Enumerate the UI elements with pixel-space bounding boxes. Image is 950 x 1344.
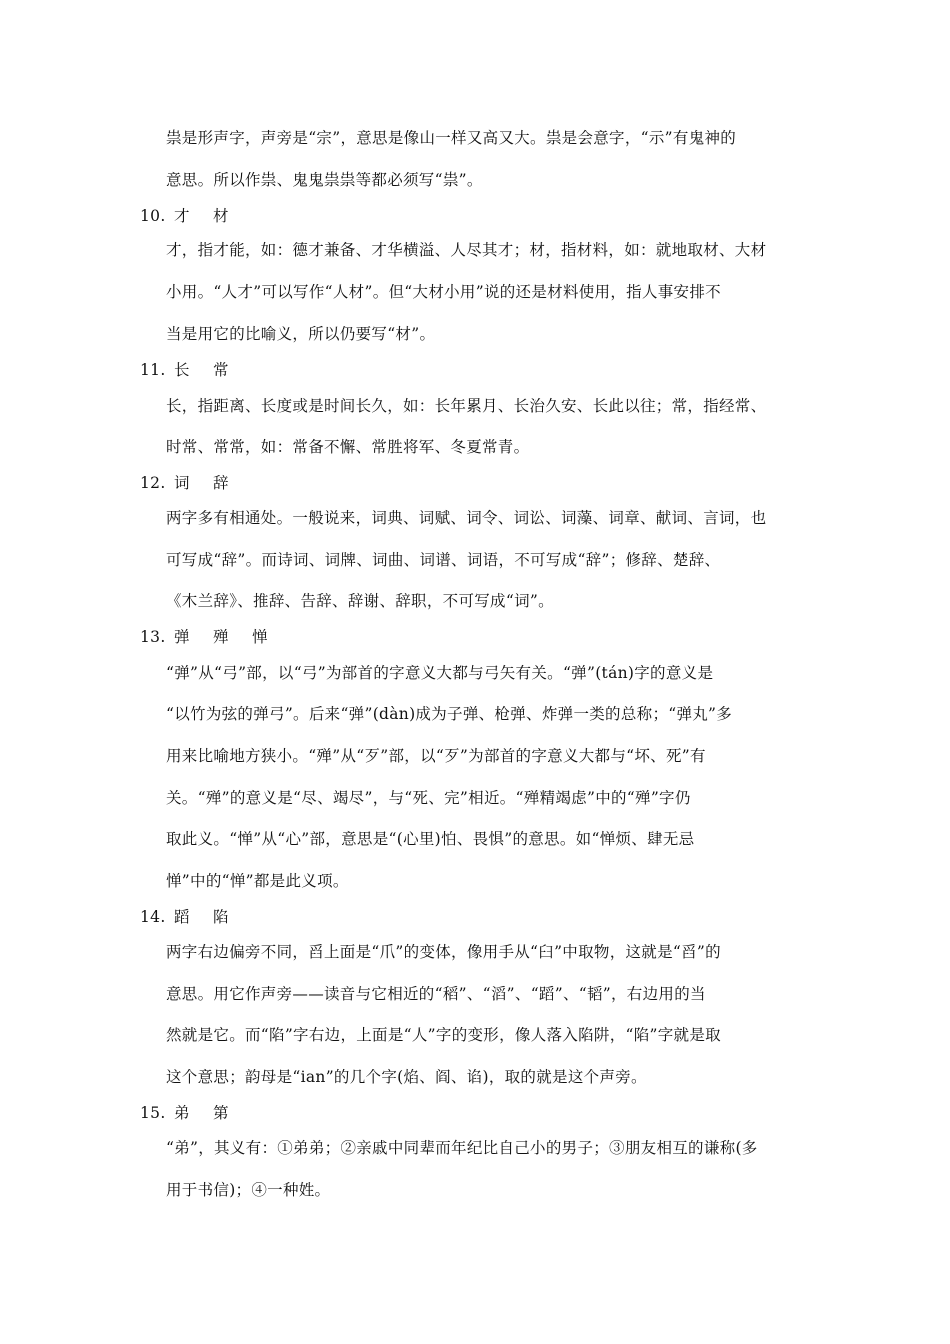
entry-title: 词 辞 <box>174 474 233 492</box>
entry-line: 长，指距离、长度或是时间长久，如：长年累月、长治久安、长此以往；常，指经常、 <box>166 397 767 415</box>
entry-line: 两字多有相通处。一般说来，词典、词赋、词令、词讼、词藻、词章、献词、言词，也 <box>166 509 767 527</box>
entry-line: “弟”，其义有：①弟弟；②亲戚中同辈而年纪比自己小的男子；③朋友相互的谦称(多 <box>166 1139 758 1157</box>
entry-line: 关。“殚”的意义是“尽、竭尽”，与“死、完”相近。“殚精竭虑”中的“殚”字仍 <box>166 789 691 807</box>
entry-line: 用于书信)；④一种姓。 <box>166 1181 331 1199</box>
entry-line: 才，指才能，如：德才兼备、才华横溢、人尽其才；材，指材料，如：就地取材、大材 <box>166 241 767 259</box>
entry-number: 11. <box>140 361 166 379</box>
entry-heading <box>140 1103 233 1123</box>
entry-line: 取此义。“惮”从“心”部，意思是“(心里)怕、畏惧”的意思。如“惮烦、肆无忌 <box>166 830 695 848</box>
entry-heading <box>140 206 233 226</box>
entry-number: 13. <box>140 628 166 646</box>
entry-line: 《木兰辞》、推辞、告辞、辞谢、辞职，不可写成“词”。 <box>166 592 554 610</box>
entry-number: 15. <box>140 1104 166 1122</box>
entry-heading <box>140 907 233 927</box>
entry-line: 惮”中的“惮”都是此义项。 <box>166 872 349 890</box>
entry-line: 可写成“辞”。而诗词、词牌、词曲、词谱、词语，不可写成“辞”；修辞、楚辞、 <box>166 551 721 569</box>
entry-title: 弹 殚 惮 <box>174 628 272 646</box>
entry-number: 10. <box>140 207 166 225</box>
entry-line: 小用。“人才”可以写作“人材”。但“大材小用”说的还是材料使用，指人事安排不 <box>166 283 721 301</box>
entry-number: 14. <box>140 908 166 926</box>
entry-title: 弟 第 <box>174 1104 233 1122</box>
entry-title: 才 材 <box>174 207 233 225</box>
entry-line: 这个意思；韵母是“ian”的几个字(焰、阎、谄)，取的就是这个声旁。 <box>166 1068 647 1086</box>
entry-line: 时常、常常，如：常备不懈、常胜将军、冬夏常青。 <box>166 438 530 456</box>
entry-line: “以竹为弦的弹弓”。后来“弹”(dàn)成为子弹、枪弹、炸弹一类的总称；“弹丸”多 <box>166 705 733 723</box>
entry-line: “弹”从“弓”部，以“弓”为部首的字意义大都与弓矢有关。“弹”(tán)字的意义是 <box>166 664 714 682</box>
entry-line: 意思。用它作声旁——读音与它相近的“稻”、“滔”、“蹈”、“韬”，右边用的当 <box>166 985 706 1003</box>
intro-line: 意思。所以作祟、鬼鬼祟祟等都必须写“祟”。 <box>166 171 483 189</box>
entry-heading <box>140 627 272 647</box>
entry-title: 长 常 <box>174 361 233 379</box>
entry-line: 当是用它的比喻义，所以仍要写“材”。 <box>166 325 436 343</box>
entry-heading <box>140 473 233 493</box>
entry-heading <box>140 360 233 380</box>
entry-line: 然就是它。而“陷”字右边，上面是“人”字的变形，像人落入陷阱，“陷”字就是取 <box>166 1026 721 1044</box>
entry-line: 用来比喻地方狭小。“殚”从“歹”部，以“歹”为部首的字意义大都与“坏、死”有 <box>166 747 706 765</box>
entry-number: 12. <box>140 474 166 492</box>
intro-line: 祟是形声字，声旁是“宗”，意思是像山一样又高又大。祟是会意字，“示”有鬼神的 <box>166 129 737 147</box>
entry-line: 两字右边偏旁不同，舀上面是“爪”的变体，像用手从“臼”中取物，这就是“舀”的 <box>166 943 721 961</box>
entry-title: 蹈 陷 <box>174 908 233 926</box>
